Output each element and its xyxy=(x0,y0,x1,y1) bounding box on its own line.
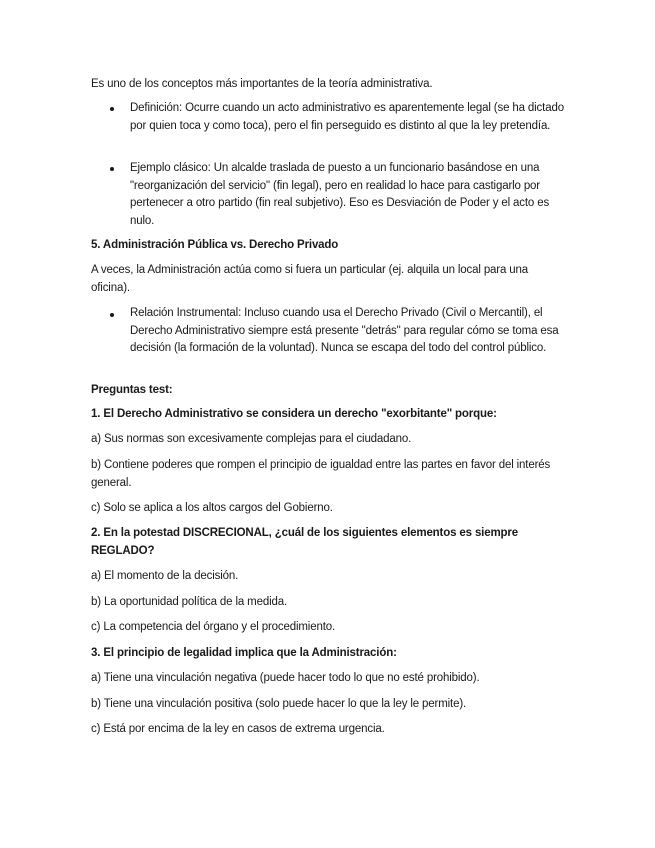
bullet-dot xyxy=(110,313,114,317)
question-3-option-a: a) Tiene una vinculación negativa (puede hacer todo lo que no esté prohibido). xyxy=(91,672,480,684)
bullet-label: Definición: xyxy=(130,102,183,114)
question-3-option-b: b) Tiene una vinculación positiva (solo puede hacer lo que la ley le permite). xyxy=(91,698,467,710)
question-1-option-b: b) Contiene poderes que rompen el principio de igualdad entre las partes en favor del interés general. xyxy=(91,459,551,489)
test-heading: Preguntas test: xyxy=(91,384,173,396)
question-1: 1. El Derecho Administrativo se considera un derecho "exorbitante" porque: xyxy=(91,408,497,420)
question-1-option-a: a) Sus normas son excesivamente complejas para el ciudadano. xyxy=(91,433,412,445)
bullet-text: Incluso cuando usa el Derecho Privado (Civil o Mercantil), el Derecho Administrativo siempre está presente "detrás" para regular cómo se toma esa decisión (la formación de la voluntad). Nunca se escapa del todo del control público. xyxy=(130,307,559,354)
question-2-option-a: a) El momento de la decisión. xyxy=(91,570,239,582)
question-3-option-c: c) Está por encima de la ley en casos de extrema urgencia. xyxy=(91,723,385,735)
bullet-label: Relación Instrumental: xyxy=(130,307,242,319)
question-2-option-c: c) La competencia del órgano y el procedimiento. xyxy=(91,621,336,633)
intro-paragraph: Es uno de los conceptos más importantes de la teoría administrativa. xyxy=(91,78,433,90)
bullet-label: Ejemplo clásico: xyxy=(130,162,211,174)
question-2-option-b: b) La oportunidad política de la medida. xyxy=(91,596,288,608)
bullet-item-definicion xyxy=(130,100,570,135)
bullet-dot xyxy=(110,107,114,111)
bullet-item-ejemplo xyxy=(130,160,570,230)
bullet-item-relacion xyxy=(130,305,570,358)
question-2: 2. En la potestad DISCRECIONAL, ¿cuál de los siguientes elementos es siempre REGLADO? xyxy=(91,527,518,557)
bullet-dot xyxy=(110,167,114,171)
question-3: 3. El principio de legalidad implica que la Administración: xyxy=(91,647,397,659)
question-1-option-c: c) Solo se aplica a los altos cargos del Gobierno. xyxy=(91,502,333,514)
section-5-heading: 5. Administración Pública vs. Derecho Privado xyxy=(91,239,339,251)
bullet-text: Ocurre cuando un acto administrativo es aparentemente legal (se ha dictado por quien toca y como toca), pero el fin perseguido es distinto al que la ley pretendía. xyxy=(130,102,564,132)
section-5-paragraph: A veces, la Administración actúa como si fuera un particular (ej. alquila un local para una oficina). xyxy=(91,264,529,294)
bullet-text: Un alcalde traslada de puesto a un funcionario basándose en una "reorganización del servicio" (fin legal), pero en realidad lo hace para castigarlo por pertenecer a otro partido (fin real subjetivo). Eso es Desviación de Poder y el acto es nulo. xyxy=(130,162,550,227)
